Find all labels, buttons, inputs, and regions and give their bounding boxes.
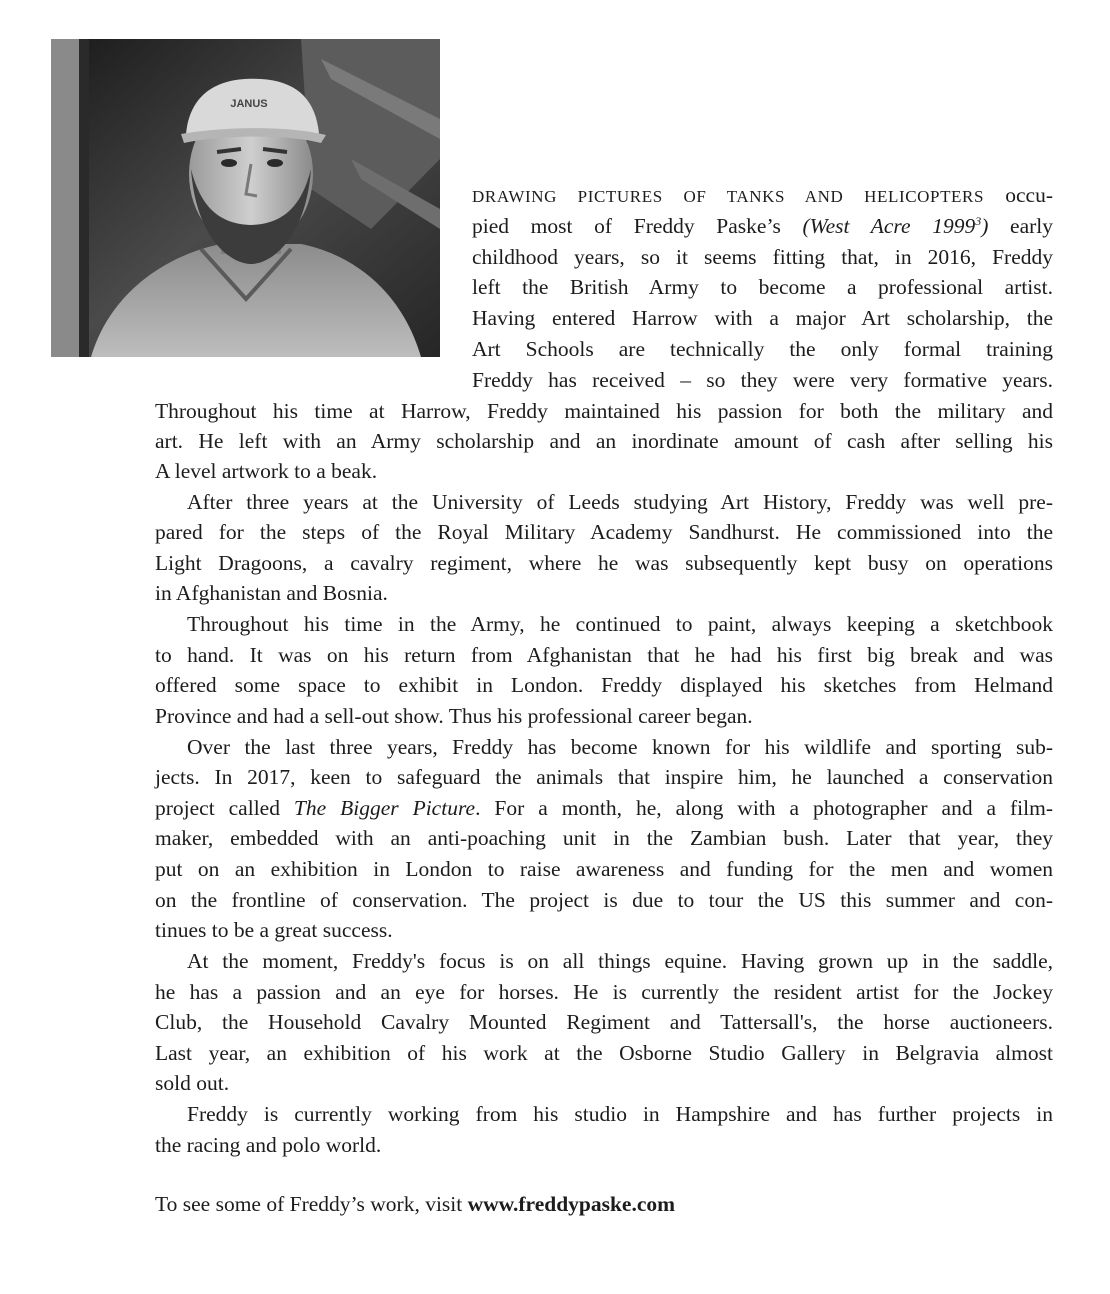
intro-line-1: DRAWING PICTURES OF TANKS AND HELICOPTERS occu- bbox=[472, 183, 1053, 207]
body-line: sold out. bbox=[155, 1071, 230, 1095]
intro-line-7: Freddy has received – so they were very formative years. bbox=[472, 368, 1053, 392]
body-line: in Afghanistan and Bosnia. bbox=[155, 581, 388, 605]
body-line: the racing and polo world. bbox=[155, 1133, 382, 1157]
body-line: Last year, an exhibition of his work at the Osborne Studio Gallery in Belgravia almost bbox=[155, 1041, 1053, 1065]
portrait-illustration bbox=[51, 39, 440, 357]
body-line: jects. In 2017, keen to safeguard the animals that inspire him, he launched a conservation bbox=[155, 765, 1053, 789]
body-line: Over the last three years, Freddy has become known for his wildlife and sporting sub- bbox=[187, 735, 1053, 759]
body-line: Province and had a sell-out show. Thus his professional career began. bbox=[155, 704, 753, 728]
body-line: After three years at the University of Leeds studying Art History, Freddy was well pre- bbox=[187, 490, 1053, 514]
intro-line-3: childhood years, so it seems fitting that, in 2016, Freddy bbox=[472, 245, 1053, 269]
cap-label: JANUS bbox=[230, 98, 268, 110]
body-line: project called The Bigger Picture. For a month, he, along with a photographer and a film- bbox=[155, 796, 1053, 820]
body-line: put on an exhibition in London to raise awareness and funding for the men and women bbox=[155, 857, 1053, 881]
website-link[interactable]: www.freddypaske.com bbox=[467, 1192, 676, 1216]
project-title: The Bigger Picture bbox=[293, 796, 476, 820]
intro-line-4: left the British Army to become a professional artist. bbox=[472, 275, 1053, 299]
body-line: pared for the steps of the Royal Military Academy Sandhurst. He commissioned into the bbox=[155, 520, 1053, 544]
intro-line-2: pied most of Freddy Paske’s (West Acre 1999$^3$) early bbox=[472, 213, 1054, 238]
body-line: A level artwork to a beak. bbox=[155, 459, 378, 483]
body-line: offered some space to exhibit in London. Freddy displayed his sketches from Helmand bbox=[155, 673, 1053, 697]
body-line: At the moment, Freddy's focus is on all things equine. Having grown up in the saddle, bbox=[187, 949, 1053, 973]
body-line: Light Dragoons, a cavalry regiment, where he was subsequently kept busy on operations bbox=[155, 551, 1053, 575]
portrait-photo bbox=[51, 39, 440, 357]
body-line: to hand. It was on his return from Afghanistan that he had his first big break and was bbox=[155, 643, 1053, 667]
website-prefix: To see some of Freddy’s work, visit bbox=[155, 1192, 463, 1216]
website-note bbox=[155, 1189, 675, 1220]
body-line: tinues to be a great success. bbox=[155, 918, 393, 942]
body-line: maker, embedded with an anti-poaching unit in the Zambian bush. Later that year, they bbox=[155, 826, 1053, 850]
body-line: Throughout his time in the Army, he continued to paint, always keeping a sketchbook bbox=[187, 612, 1053, 636]
body-line: art. He left with an Army scholarship and an inordinate amount of cash after selling his bbox=[155, 429, 1053, 453]
body-line: Club, the Household Cavalry Mounted Regiment and Tattersall's, the horse auctioneers. bbox=[155, 1010, 1053, 1034]
body-line: on the frontline of conservation. The project is due to tour the US this summer and con- bbox=[155, 888, 1053, 912]
body-line: Throughout his time at Harrow, Freddy maintained his passion for both the military and bbox=[155, 399, 1053, 423]
body-line: Freddy is currently working from his studio in Hampshire and has further projects in bbox=[187, 1102, 1053, 1126]
body-line: he has a passion and an eye for horses. He is currently the resident artist for the Jockey bbox=[155, 980, 1053, 1004]
intro-line-6: Art Schools are technically the only formal training bbox=[472, 337, 1053, 361]
intro-line-5: Having entered Harrow with a major Art scholarship, the bbox=[472, 306, 1053, 330]
lead-small-caps: DRAWING PICTURES OF TANKS AND HELICOPTERS bbox=[472, 187, 985, 206]
